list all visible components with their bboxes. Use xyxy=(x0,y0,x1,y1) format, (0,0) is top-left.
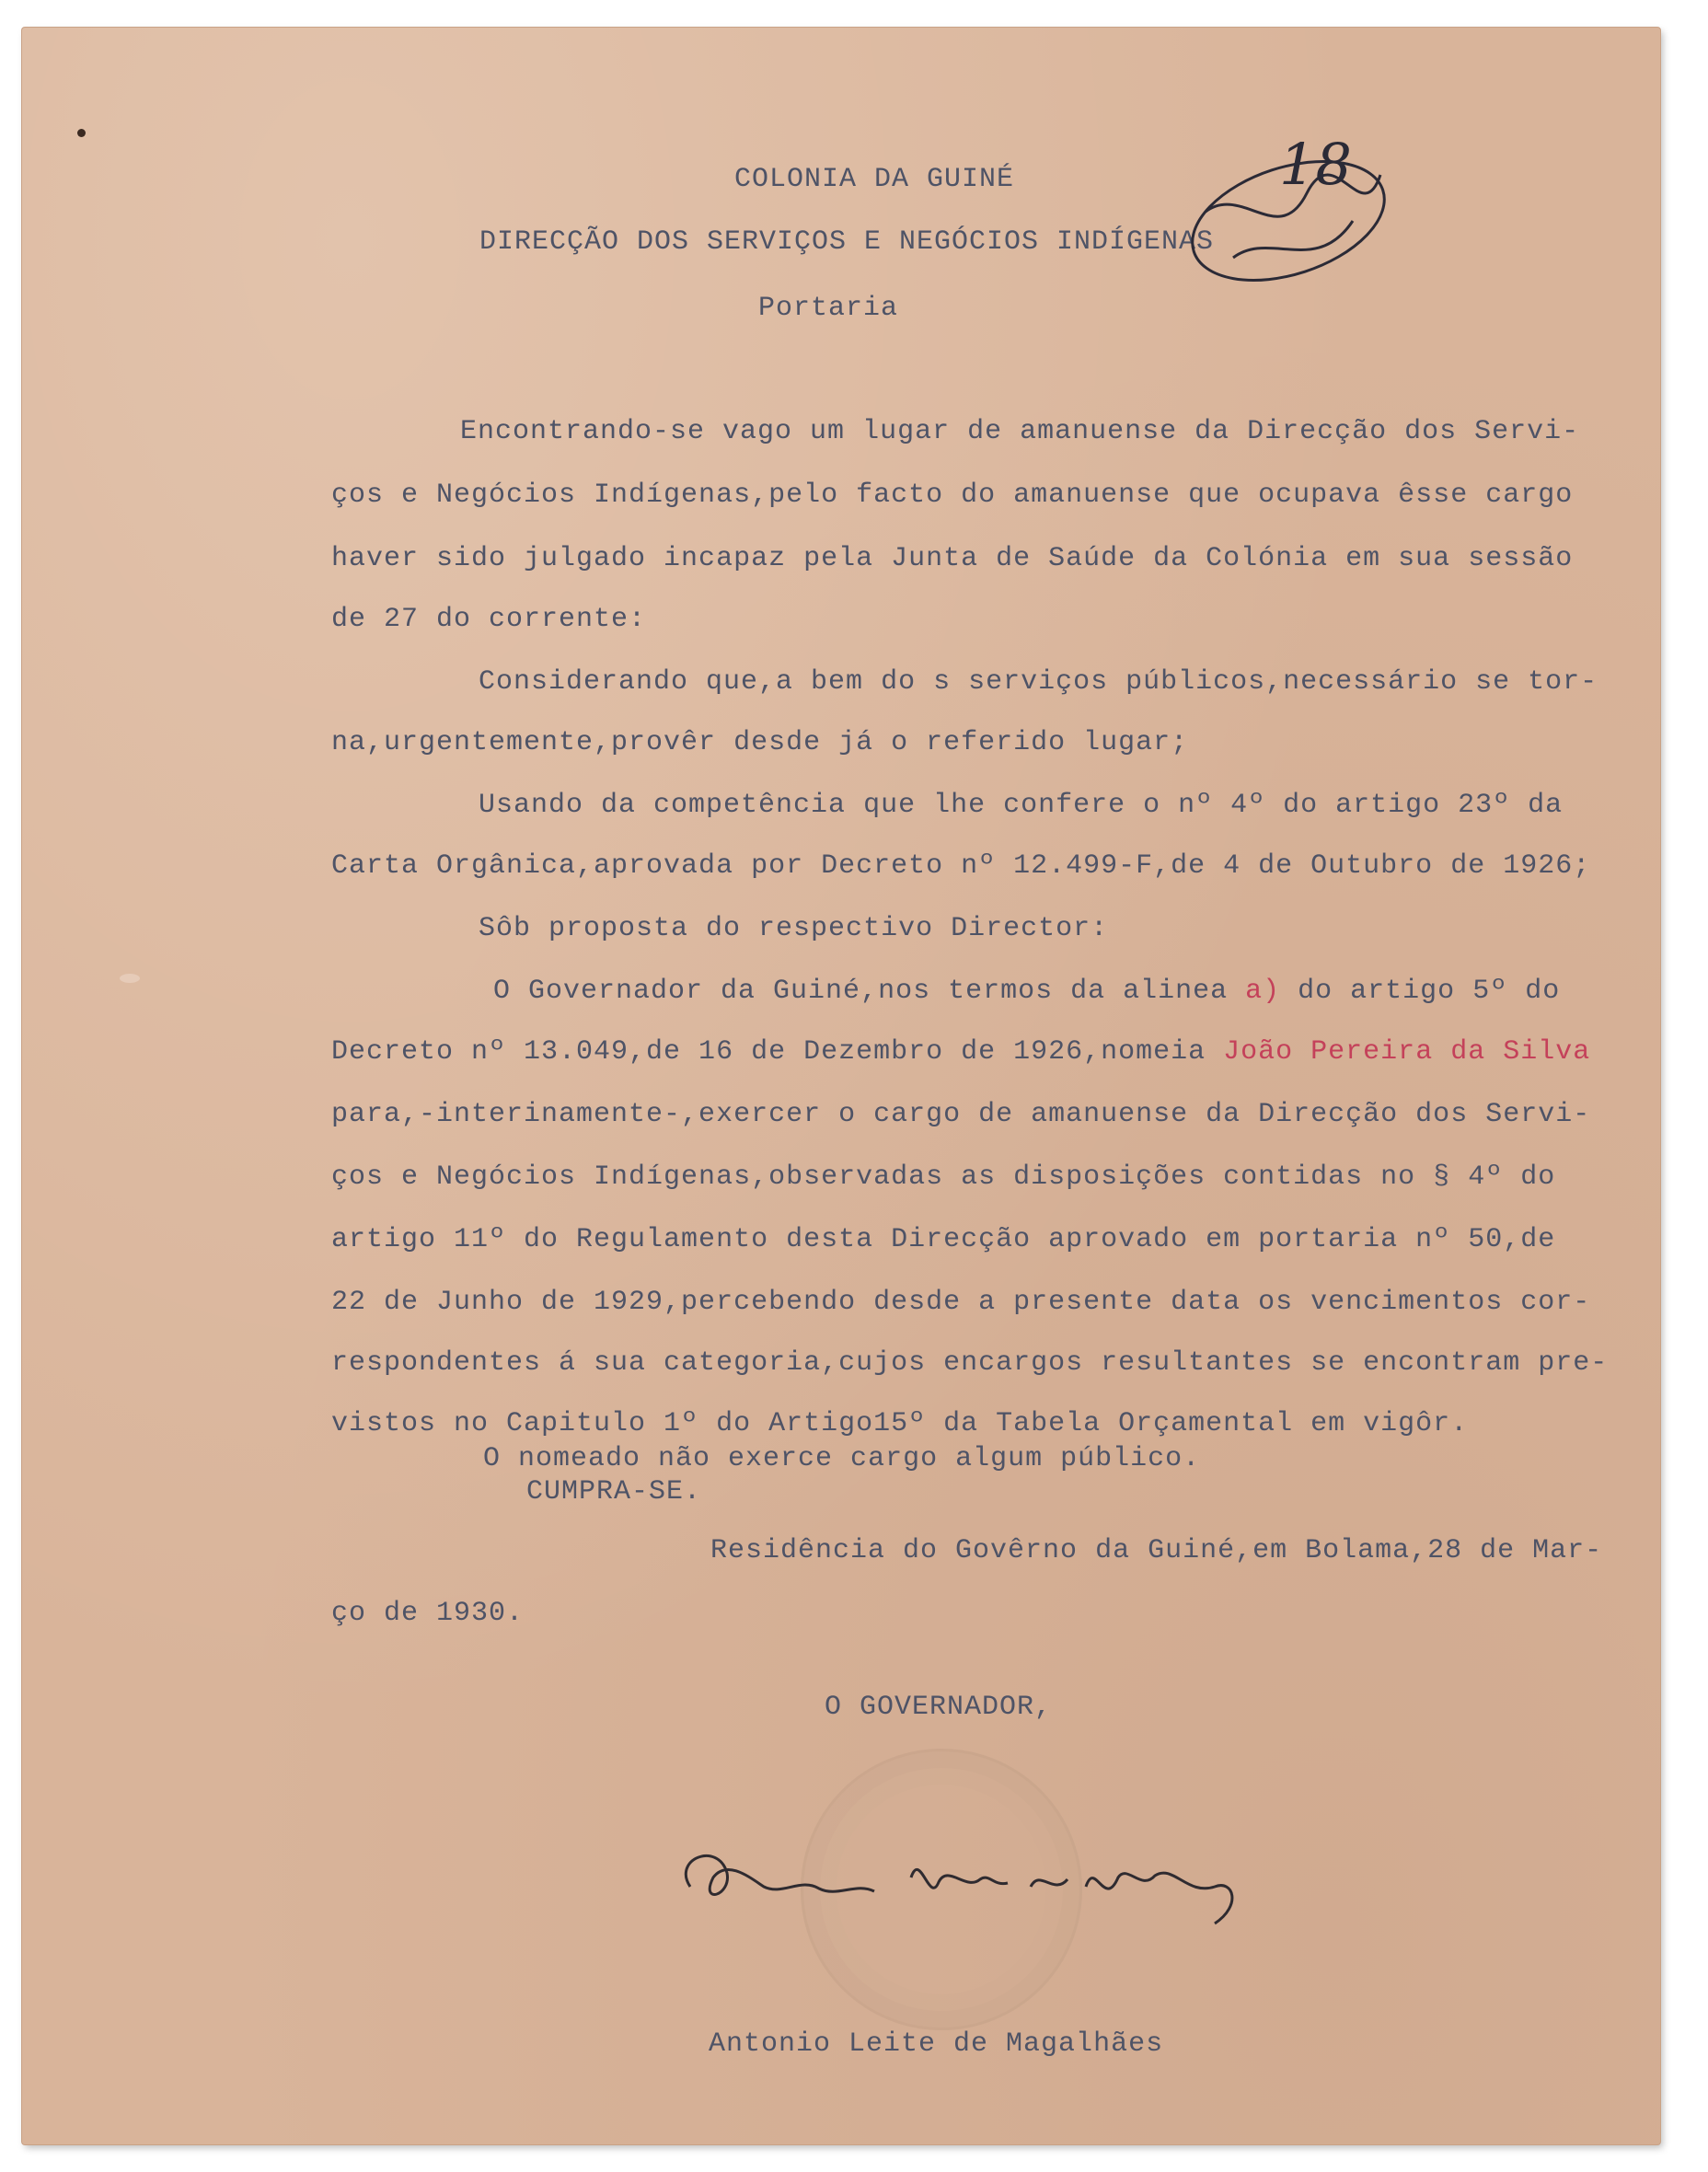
red-text-segment: a) xyxy=(1245,976,1281,1007)
colony-heading: COLONIA DA GUINÉ xyxy=(733,164,1015,195)
paragraph-5-line-6: 22 de Junho de 1929,percebendo desde a presente data os vencimentos cor- xyxy=(331,1287,1591,1318)
appointee-name: João Pereira da Silva xyxy=(1223,1036,1591,1068)
margin-number: 18 xyxy=(1279,131,1352,198)
paragraph-3-line-2: Carta Orgânica,aprovada por Decreto nº 12.499-F,de 4 de Outubro de 1926; xyxy=(331,850,1591,882)
paragraph-2-line-1: Considerando que,a bem do s serviços públicos,necessário se tor- xyxy=(479,666,1598,698)
date-line-2: ço de 1930. xyxy=(331,1598,525,1629)
paper-speck xyxy=(77,129,86,137)
paragraph-4: Sôb proposta do respectivo Director: xyxy=(479,913,1109,944)
governor-name: Antonio Leite de Magalhães xyxy=(709,2028,1164,2060)
paragraph-5-line-2 xyxy=(331,1036,1590,1068)
paragraph-2-line-2: na,urgentemente,provêr desde já o referido lugar; xyxy=(331,727,1189,758)
paragraph-1-line-1: Encontrando-se vago um lugar de amanuense da Direcção dos Servi- xyxy=(460,416,1580,447)
paragraph-5-line-5: artigo 11º do Regulamento desta Direcção aprovado em portaria nº 50,de xyxy=(331,1224,1556,1255)
handwritten-initials-mark xyxy=(1169,120,1445,285)
signature-image xyxy=(663,1822,1252,1951)
paragraph-5-line-8: vistos no Capitulo 1º do Artigo15º da Tabela Orçamental em vigôr. xyxy=(331,1408,1469,1439)
paragraph-1-line-4: de 27 do corrente: xyxy=(331,604,647,635)
paper-crease xyxy=(120,974,140,983)
paragraph-5-line-4: ços e Negócios Indígenas,observadas as disposições contidas no § 4º do xyxy=(331,1161,1556,1193)
governor-title: O GOVERNADOR, xyxy=(825,1692,1053,1723)
text-segment: do artigo 5º do xyxy=(1280,976,1561,1007)
text-segment: Decreto nº 13.049,de 16 de Dezembro de 1926,nomeia xyxy=(331,1036,1224,1068)
paragraph-1-line-3: haver sido julgado incapaz pela Junta de Saúde da Colónia em sua sessão xyxy=(331,543,1574,574)
paragraph-5-line-7: respondentes á sua categoria,cujos encargos resultantes se encontram pre- xyxy=(331,1347,1609,1379)
paragraph-6: O nomeado não exerce cargo algum público. xyxy=(483,1443,1201,1474)
text-segment: O Governador da Guiné,nos termos da alinea xyxy=(493,976,1246,1007)
directorate-heading: DIRECÇÃO DOS SERVIÇOS E NEGÓCIOS INDÍGENAS xyxy=(479,226,1215,258)
date-line-1: Residência do Govêrno da Guiné,em Bolama,28 de Mar- xyxy=(710,1535,1603,1566)
paragraph-1-line-2: ços e Negócios Indígenas,pelo facto do amanuense que ocupava êsse cargo xyxy=(331,479,1574,511)
paragraph-5-line-3: para,-interinamente-,exercer o cargo de amanuense da Direcção dos Servi- xyxy=(331,1099,1591,1130)
paragraph-3-line-1: Usando da competência que lhe confere o nº 4º do artigo 23º da xyxy=(479,790,1564,821)
paragraph-5-line-1 xyxy=(493,976,1560,1007)
cumpra-se: CUMPRA-SE. xyxy=(526,1476,702,1508)
document-type: Portaria xyxy=(757,293,899,324)
